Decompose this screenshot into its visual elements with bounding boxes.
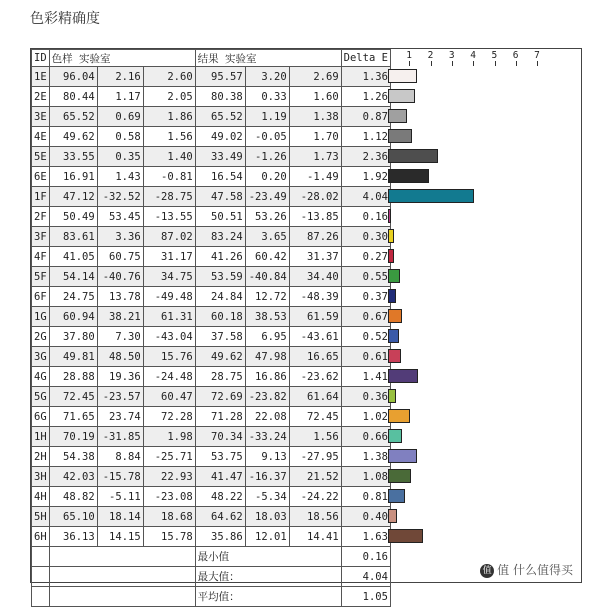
cell-result-b: 21.52 [289,467,341,487]
cell-delta-e: 0.16 [341,207,390,227]
cell-id: 3H [32,467,50,487]
table-row [32,247,391,267]
cell-result-L: 60.18 [195,307,245,327]
delta-e-bar [388,289,396,303]
cell-result-L: 71.28 [195,407,245,427]
cell-result-a: 22.08 [245,407,289,427]
cell-result-a: 16.86 [245,367,289,387]
cell-sample-L: 24.75 [49,287,97,307]
cell-sample-a: 23.74 [97,407,143,427]
cell-sample-L: 42.03 [49,467,97,487]
cell-sample-a: 18.14 [97,507,143,527]
table-row [32,367,391,387]
delta-e-bar [388,169,429,183]
delta-e-bar [388,309,402,323]
cell-sample-b: -13.55 [143,207,195,227]
delta-e-bar [388,109,407,123]
table-row [32,207,391,227]
cell-result-a: -23.49 [245,187,289,207]
delta-e-bar [388,469,411,483]
cell-delta-e: 1.26 [341,87,390,107]
cell-sample-b: 34.75 [143,267,195,287]
cell-sample-b: 22.93 [143,467,195,487]
cell-sample-a: 2.16 [97,67,143,87]
table-row [32,467,391,487]
cell-result-a: 12.72 [245,287,289,307]
summary-row [32,547,391,567]
table-row [32,307,391,327]
cell-delta-e: 0.67 [341,307,390,327]
cell-result-a: -5.34 [245,487,289,507]
cell-delta-e: 1.41 [341,367,390,387]
table-row [32,427,391,447]
cell-result-L: 83.24 [195,227,245,247]
cell-sample-L: 70.19 [49,427,97,447]
header-delta-e: Delta E [341,50,390,67]
cell-id: 6H [32,527,50,547]
cell-result-L: 50.51 [195,207,245,227]
cell-result-b: -48.39 [289,287,341,307]
cell-result-a: -1.26 [245,147,289,167]
cell-sample-a: 3.36 [97,227,143,247]
delta-e-bar [388,209,391,223]
cell-result-L: 41.47 [195,467,245,487]
summary-empty-cell [49,567,195,587]
delta-e-bar [388,429,402,443]
table-row [32,67,391,87]
cell-sample-L: 65.52 [49,107,97,127]
cell-result-L: 70.34 [195,427,245,447]
delta-e-bar [388,389,396,403]
cell-sample-a: -23.57 [97,387,143,407]
cell-result-a: 60.42 [245,247,289,267]
summary-row [32,567,391,587]
cell-sample-a: 7.30 [97,327,143,347]
cell-id: 5E [32,147,50,167]
table-row [32,147,391,167]
cell-id: 1E [32,67,50,87]
cell-sample-L: 16.91 [49,167,97,187]
summary-row [32,587,391,607]
cell-delta-e: 1.92 [341,167,390,187]
table-row [32,407,391,427]
cell-sample-L: 80.44 [49,87,97,107]
cell-sample-a: -40.76 [97,267,143,287]
cell-sample-b: 1.86 [143,107,195,127]
cell-result-a: -23.82 [245,387,289,407]
cell-result-L: 65.52 [195,107,245,127]
cell-result-a: -16.37 [245,467,289,487]
cell-result-a: 9.13 [245,447,289,467]
table-row [32,107,391,127]
cell-sample-L: 83.61 [49,227,97,247]
table-row [32,87,391,107]
header-result-lab: 结果 实验室 [195,50,341,67]
cell-id: 6G [32,407,50,427]
cell-sample-L: 37.80 [49,327,97,347]
cell-sample-b: 1.56 [143,127,195,147]
cell-result-b: 1.73 [289,147,341,167]
watermark-text: 值 什么值得买 [497,563,573,577]
cell-id: 4E [32,127,50,147]
delta-e-bar [388,329,399,343]
axis-tick-label: 3 [448,50,455,61]
cell-sample-b: -43.04 [143,327,195,347]
cell-sample-L: 47.12 [49,187,97,207]
cell-sample-L: 41.05 [49,247,97,267]
cell-result-L: 48.22 [195,487,245,507]
delta-e-bar [388,69,417,83]
cell-delta-e: 0.52 [341,327,390,347]
cell-sample-a: 53.45 [97,207,143,227]
cell-result-L: 41.26 [195,247,245,267]
axis-tick-label: 2 [427,50,434,61]
cell-id: 4G [32,367,50,387]
axis-tick [452,61,453,66]
cell-result-b: 1.70 [289,127,341,147]
page-title: 色彩精确度 [30,11,100,27]
axis-tick-label: 1 [406,50,413,61]
summary-empty-cell [32,567,50,587]
cell-result-L: 95.57 [195,67,245,87]
axis-tick-label: 4 [470,50,476,61]
axis-tick-label: 5 [491,50,498,61]
cell-result-b: 16.65 [289,347,341,367]
cell-result-b: -13.85 [289,207,341,227]
cell-result-b: 72.45 [289,407,341,427]
cell-sample-a: 0.69 [97,107,143,127]
cell-result-b: 87.26 [289,227,341,247]
cell-sample-a: -32.52 [97,187,143,207]
cell-sample-L: 49.62 [49,127,97,147]
cell-result-b: 14.41 [289,527,341,547]
cell-delta-e: 0.37 [341,287,390,307]
cell-result-b: 1.56 [289,427,341,447]
cell-sample-L: 96.04 [49,67,97,87]
cell-result-b: 18.56 [289,507,341,527]
summary-value: 4.04 [341,567,390,587]
cell-delta-e: 1.12 [341,127,390,147]
cell-result-L: 53.75 [195,447,245,467]
cell-id: 6F [32,287,50,307]
cell-sample-b: 1.40 [143,147,195,167]
cell-result-b: 31.37 [289,247,341,267]
cell-result-a: 47.98 [245,347,289,367]
cell-sample-a: -31.85 [97,427,143,447]
summary-empty-cell [49,587,195,607]
cell-result-a: 3.65 [245,227,289,247]
cell-result-b: 61.64 [289,387,341,407]
cell-result-a: 12.01 [245,527,289,547]
cell-result-b: -24.22 [289,487,341,507]
cell-id: 6E [32,167,50,187]
cell-result-L: 72.69 [195,387,245,407]
cell-sample-a: -5.11 [97,487,143,507]
axis-tick [409,61,410,66]
cell-sample-b: 2.05 [143,87,195,107]
cell-id: 4H [32,487,50,507]
summary-value: 1.05 [341,587,390,607]
cell-sample-L: 33.55 [49,147,97,167]
cell-result-L: 37.58 [195,327,245,347]
cell-delta-e: 0.55 [341,267,390,287]
cell-result-L: 64.62 [195,507,245,527]
cell-id: 1F [32,187,50,207]
table-row [32,487,391,507]
table-row [32,287,391,307]
cell-sample-a: 14.15 [97,527,143,547]
cell-result-L: 28.75 [195,367,245,387]
cell-delta-e: 0.81 [341,487,390,507]
cell-result-L: 49.02 [195,127,245,147]
watermark-logo-icon: 值 [480,564,494,578]
cell-result-a: 18.03 [245,507,289,527]
cell-delta-e: 2.36 [341,147,390,167]
cell-result-L: 47.58 [195,187,245,207]
summary-label: 最小值 [195,547,341,567]
cell-result-L: 35.86 [195,527,245,547]
cell-result-a: 0.20 [245,167,289,187]
cell-result-b: -43.61 [289,327,341,347]
cell-sample-a: -15.78 [97,467,143,487]
cell-sample-L: 54.38 [49,447,97,467]
table-row [32,167,391,187]
cell-result-b: 1.38 [289,107,341,127]
cell-result-a: 53.26 [245,207,289,227]
cell-delta-e: 0.30 [341,227,390,247]
delta-e-bar [388,269,400,283]
delta-e-bar [388,489,405,503]
cell-id: 3E [32,107,50,127]
table-row [32,347,391,367]
summary-value: 0.16 [341,547,390,567]
delta-e-bar [388,369,418,383]
header-id: ID [32,50,50,67]
cell-sample-b: 87.02 [143,227,195,247]
cell-result-a: -40.84 [245,267,289,287]
cell-delta-e: 1.08 [341,467,390,487]
cell-sample-L: 48.82 [49,487,97,507]
summary-empty-cell [49,547,195,567]
cell-delta-e: 0.61 [341,347,390,367]
summary-empty-cell [32,587,50,607]
delta-e-bar [388,189,474,203]
cell-delta-e: 0.66 [341,427,390,447]
delta-e-bar [388,409,410,423]
cell-sample-L: 72.45 [49,387,97,407]
cell-id: 4F [32,247,50,267]
delta-e-bar [388,509,397,523]
cell-sample-a: 0.58 [97,127,143,147]
cell-sample-b: 60.47 [143,387,195,407]
axis-tick [473,61,474,66]
cell-result-L: 24.84 [195,287,245,307]
cell-sample-a: 19.36 [97,367,143,387]
cell-result-L: 16.54 [195,167,245,187]
cell-result-b: -1.49 [289,167,341,187]
cell-id: 1G [32,307,50,327]
cell-sample-b: -28.75 [143,187,195,207]
cell-result-b: 1.60 [289,87,341,107]
cell-sample-L: 36.13 [49,527,97,547]
cell-sample-b: 1.98 [143,427,195,447]
cell-sample-b: 72.28 [143,407,195,427]
table-row [32,187,391,207]
cell-delta-e: 4.04 [341,187,390,207]
axis-tick-label: 6 [512,50,519,61]
delta-e-bar-chart [386,49,582,582]
cell-sample-b: 31.17 [143,247,195,267]
cell-sample-b: -24.48 [143,367,195,387]
cell-id: 2H [32,447,50,467]
cell-delta-e: 1.63 [341,527,390,547]
cell-result-b: -23.62 [289,367,341,387]
cell-result-b: 2.69 [289,67,341,87]
cell-delta-e: 1.36 [341,67,390,87]
summary-empty-cell [32,547,50,567]
cell-sample-a: 38.21 [97,307,143,327]
cell-result-b: 61.59 [289,307,341,327]
cell-sample-L: 50.49 [49,207,97,227]
cell-result-L: 33.49 [195,147,245,167]
cell-sample-b: -0.81 [143,167,195,187]
cell-id: 1H [32,427,50,447]
cell-result-a: -0.05 [245,127,289,147]
delta-e-bar [388,249,394,263]
summary-label: 平均值： [195,587,341,607]
axis-tick [516,61,517,66]
cell-delta-e: 0.40 [341,507,390,527]
cell-sample-b: 15.78 [143,527,195,547]
axis-tick [537,61,538,66]
cell-sample-b: 61.31 [143,307,195,327]
cell-sample-a: 1.17 [97,87,143,107]
delta-e-bar [388,449,417,463]
header-sample-lab: 色样 实验室 [49,50,195,67]
cell-result-a: 0.33 [245,87,289,107]
table-row [32,447,391,467]
table-row [32,387,391,407]
cell-sample-a: 8.84 [97,447,143,467]
cell-result-b: -27.95 [289,447,341,467]
table-row [32,267,391,287]
cell-id: 2E [32,87,50,107]
cell-sample-b: 15.76 [143,347,195,367]
cell-sample-L: 71.65 [49,407,97,427]
axis-tick [495,61,496,66]
color-accuracy-report [30,48,582,603]
cell-result-a: -33.24 [245,427,289,447]
table-row [32,127,391,147]
summary-label: 最大值： [195,567,341,587]
cell-sample-b: 18.68 [143,507,195,527]
delta-e-bar [388,89,415,103]
cell-result-b: 34.40 [289,267,341,287]
cell-delta-e: 0.36 [341,387,390,407]
watermark [480,561,573,578]
cell-sample-b: 2.60 [143,67,195,87]
cell-sample-L: 28.88 [49,367,97,387]
axis-tick-label: 7 [534,50,540,61]
delta-e-bar [388,149,438,163]
delta-e-bar [388,229,394,243]
cell-delta-e: 1.02 [341,407,390,427]
cell-sample-L: 60.94 [49,307,97,327]
cell-delta-e: 1.38 [341,447,390,467]
cell-sample-a: 13.78 [97,287,143,307]
cell-sample-b: -23.08 [143,487,195,507]
cell-sample-a: 1.43 [97,167,143,187]
cell-sample-a: 60.75 [97,247,143,267]
cell-id: 5G [32,387,50,407]
cell-id: 2G [32,327,50,347]
cell-id: 3G [32,347,50,367]
table-row [32,327,391,347]
color-accuracy-table [31,49,391,607]
axis-tick [431,61,432,66]
cell-delta-e: 0.87 [341,107,390,127]
cell-id: 3F [32,227,50,247]
cell-result-L: 53.59 [195,267,245,287]
cell-result-a: 6.95 [245,327,289,347]
cell-result-a: 3.20 [245,67,289,87]
delta-e-bar [388,129,412,143]
cell-id: 5H [32,507,50,527]
delta-e-bar [388,349,401,363]
cell-result-L: 49.62 [195,347,245,367]
cell-sample-a: 0.35 [97,147,143,167]
cell-sample-b: -25.71 [143,447,195,467]
cell-result-a: 1.19 [245,107,289,127]
cell-delta-e: 0.27 [341,247,390,267]
cell-sample-b: -49.48 [143,287,195,307]
table-row [32,227,391,247]
delta-e-bar [388,529,423,543]
cell-result-b: -28.02 [289,187,341,207]
table-row [32,527,391,547]
cell-sample-L: 54.14 [49,267,97,287]
cell-sample-a: 48.50 [97,347,143,367]
cell-result-L: 80.38 [195,87,245,107]
cell-id: 5F [32,267,50,287]
cell-result-a: 38.53 [245,307,289,327]
table-header-row [32,50,391,67]
cell-sample-L: 65.10 [49,507,97,527]
table-row [32,507,391,527]
cell-sample-L: 49.81 [49,347,97,367]
cell-id: 2F [32,207,50,227]
